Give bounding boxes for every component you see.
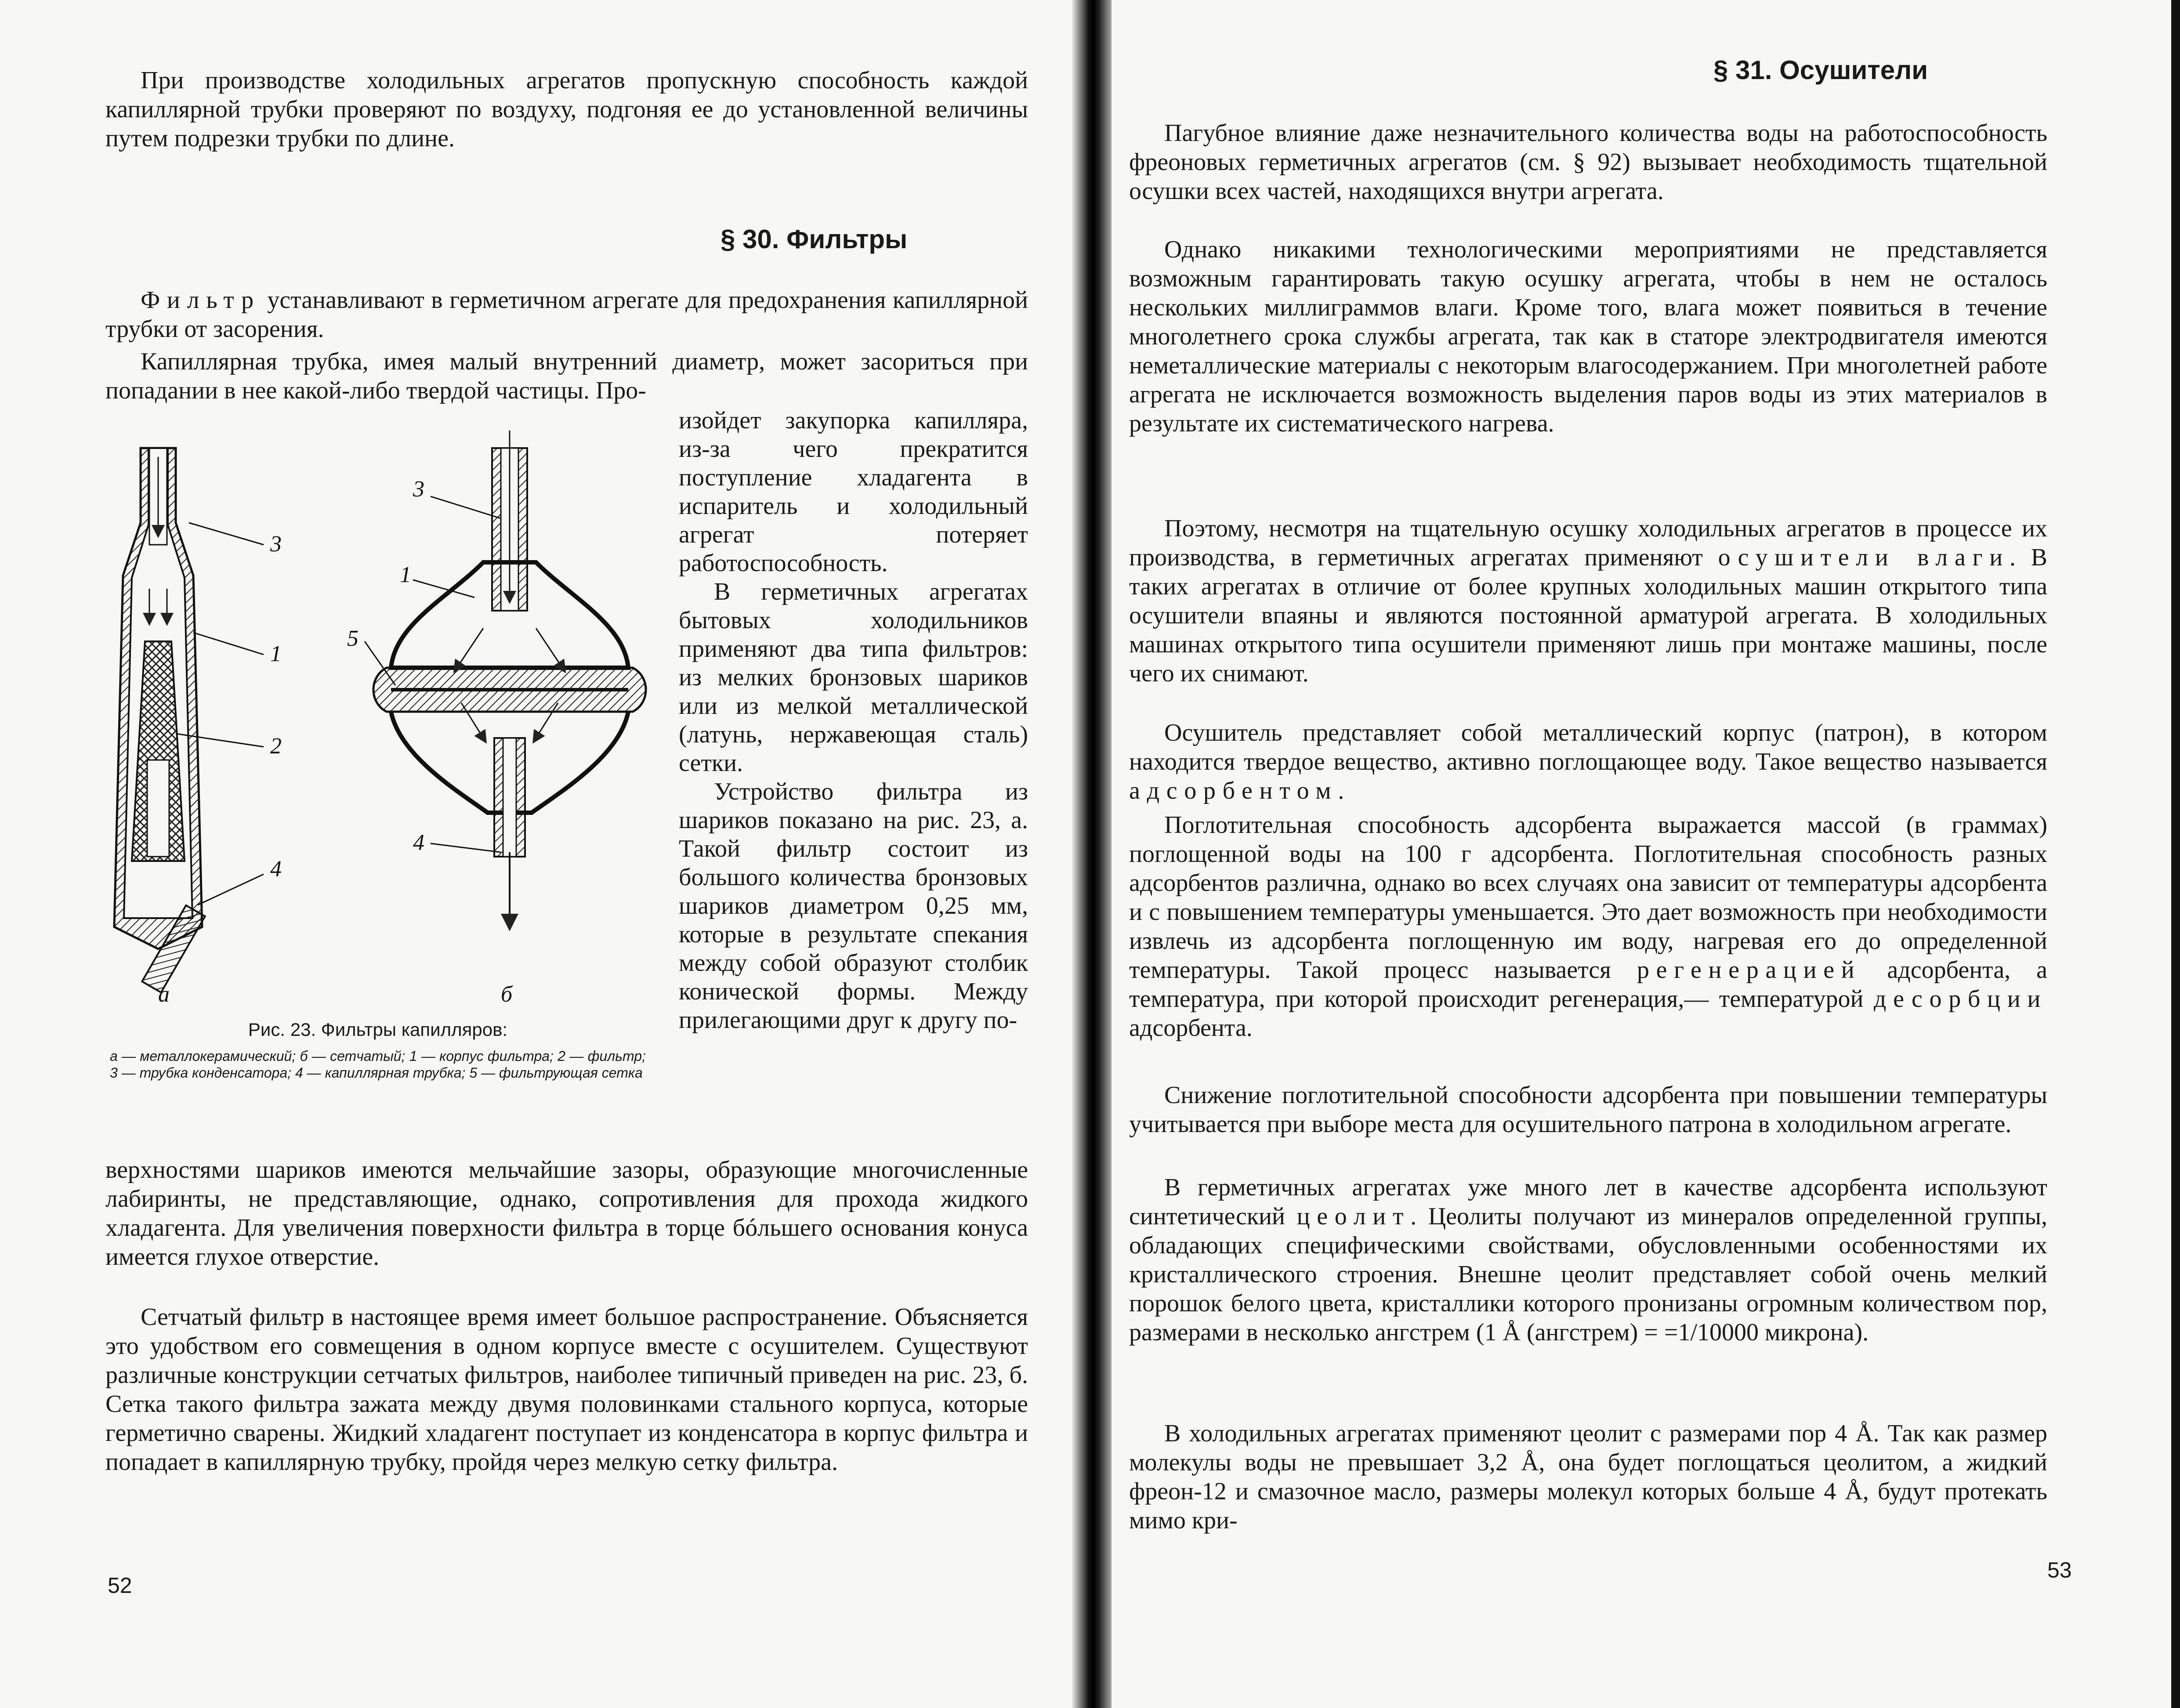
callout-b-1: 1 [400,562,411,587]
paragraph-dryers-applied: Поэтому, несмотря на тщательную осушку холодильных агрегатов в процессе их производства, в герметичных агрегатах применяют осушители влаги. В таких агрегатах в отличие от более крупных холодильных машин открытого типа осушители впаяны и являются постоянной арматурой агрегата. В холодильных машинах открытого типа осушители применяют лишь при монтаже машины, после чего их снимают. [1129,515,2048,687]
book-gutter [1072,0,1116,1708]
callout-a-2: 2 [270,734,282,759]
page-number-right: 53 [2047,1558,2072,1582]
section-heading-dryers: § 31. Осушители [1713,55,1928,85]
paragraph-absorption-capacity: Поглотительная способность адсорбента выражается массой (в граммах) поглощенной воды на 100 г адсорбента. Поглотительная способность разных адсорбентов различна, однако во всех случаях она зависит от температуры адсорбента и с повышением температуры уменьшается. Это дает возможность при необходимости извлечь из адсорбента поглощенную им воду, нагревая его до определенной температуры. Такой процесс называется регенерацией адсорбента, а температура, при которой происходит регенерация,— температурой десорбции адсорбента. [1129,811,2048,1042]
page-number-left: 52 [108,1573,132,1598]
paragraph-pore-size: В холодильных агрегатах применяют цеолит с размерами пор 4 Å. Так как размер молекулы воды не превышает 3,2 Å, она будет поглощаться цеолитом, а жидкий фреон-12 и смазочное масло, размеры молекул которых больше 4 Å, будут протекать мимо кри- [1129,1420,2047,1534]
paragraph-temperature-effect: Снижение поглотительной способности адсорбента при повышении температуры учитывается при выборе места для осушительного патрона в холодильном агрегате. [1129,1082,2047,1138]
figure-caption-body: а — металлокерамический; б — сетчатый; 1 — корпус фильтра; 2 — фильтр; 3 — трубка конденсатора; 4 — капиллярная трубка; 5 — фильтрующая сетка [110,1048,646,1081]
paragraph-adsorbent: Осушитель представляет собой металлический корпус (патрон), в котором находится твердое вещество, активно поглощающее воду. Такое вещество называется адсорбентом. [1129,719,2047,804]
right-page [1112,0,2180,1708]
figure-caption-title: Рис. 23. Фильтры капилляров: [248,1019,508,1040]
callout-b-4: 4 [413,830,424,855]
intro-paragraph: При производстве холодильных агрегатов пропускную способность каждой капиллярной трубки проверяют по воздуху, подгоняя ее до установленной величины путем подрезки трубки по длине. [105,67,1028,152]
paragraph-capillary-clogging: Капиллярная трубка, имея малый внутренний диаметр, может засориться при попадании в нее какой-либо твердой частицы. Про- [105,348,1028,404]
paragraph-mesh-filter: Сетчатый фильтр в настоящее время имеет большое распространение. Объясняется это удобством его совмещения в одном корпусе вместе с осушителем. Существуют различные конструкции сетчатых фильтров, наиболее типичный приведен на рис. 23, б. Сетка такого фильтра зажата между двумя половинками стального корпуса, которые герметично сварены. Жидкий хладагент поступает из конденсатора в корпус фильтра и попадает в капиллярную трубку, пройдя через мелкую сетку фильтра. [105,1303,1028,1476]
paragraph-moisture-sources: Однако никакими технологическими мероприятиями не представляется возможным гарантировать такую осушку агрегата, чтобы в нем не осталось нескольких миллиграммов влаги. Кроме того, влага может появиться в течение многолетнего срока службы агрегата, так как в статоре электродвигателя имеются неметаллические материалы с некоторым влагосодержанием. При многолетней работе агрегата не исключается возможность выделения паров воды из этих материалов в результате их систематического нагрева. [1129,236,2047,437]
figure-23-filters [97,431,668,1010]
paragraph-filter-definition: Фильтр устанавливают в герметичном агрегате для предохранения капиллярной трубки от засорения. [105,286,1028,343]
callout-a-3: 3 [270,532,282,557]
callout-b-5: 5 [347,626,359,651]
left-page [0,0,1085,1708]
term-desorption: десорбции [1873,985,2048,1013]
term-filter: Фильтр [141,286,261,314]
paragraph-water-harm: Пагубное влияние даже незначительного количества воды на работоспособность фреоновых герметичных агрегатов (см. § 92) вызывает необходимость тщательной осушки всех частей, находящихся внутри агрегата. [1129,119,2047,205]
callout-a-4: 4 [270,857,282,882]
term-regeneration: регенерацией [1637,956,1861,984]
figure-label-b: б [501,982,513,1007]
section-heading-filters: § 30. Фильтры [721,224,908,254]
term-moisture-dryers: осушители влаги [1718,544,2010,571]
paragraph-balls-continuation: верхностями шариков имеются мельчайшие зазоры, образующие многочисленные лабиринты, не представляющие, однако, сопротивления для прохода жидкого хладагента. Для увеличения поверхности фильтра в торце бóльшего основания конуса имеется глухое отверстие. [105,1156,1028,1270]
side-column-text: изойдет закупорка капилляра, из-за чего прекратится поступление хладагента в испаритель и холодильный агрегат потеряет работоспособность. В герметичных агрегатах бытовых холодильников применяют два типа фильтров: из мелких бронзовых шариков или из мелкой металлической (латунь, нержавеющая сталь) сетки. Устройство фильтра из шариков показано на рис. 23, а. Такой фильтр состоит из большого количества бронзовых шариков диаметром 0,25 мм, которые в результате спекания между собой образуют столбик конической формы. Между прилегающими друг к другу по- [679,407,1028,1034]
figure-label-a: а [158,982,170,1007]
scan-edge [2171,0,2180,1708]
paragraph-zeolite: В герметичных агрегатах уже много лет в качестве адсорбента используют синтетический цеолит. Цеолиты получают из минералов определенной группы, обладающих специфическими свойствами, обусловленными особенностями их кристаллического строения. Внешне цеолит представляет собой очень мелкий порошок белого цвета, кристаллики которого пронизаны огромным количеством пор, размерами в несколько ангстрем (1 Å (ангстрем) = =1/10000 микрона). [1129,1174,2048,1346]
term-adsorbent: адсорбентом [1129,777,1338,804]
callout-b-3: 3 [413,477,424,502]
term-zeolite: цеолит [1296,1203,1411,1230]
figure-b-mesh-filter [347,431,646,1007]
figure-a-ceramic-filter [114,448,282,1007]
callout-a-1: 1 [270,641,282,666]
